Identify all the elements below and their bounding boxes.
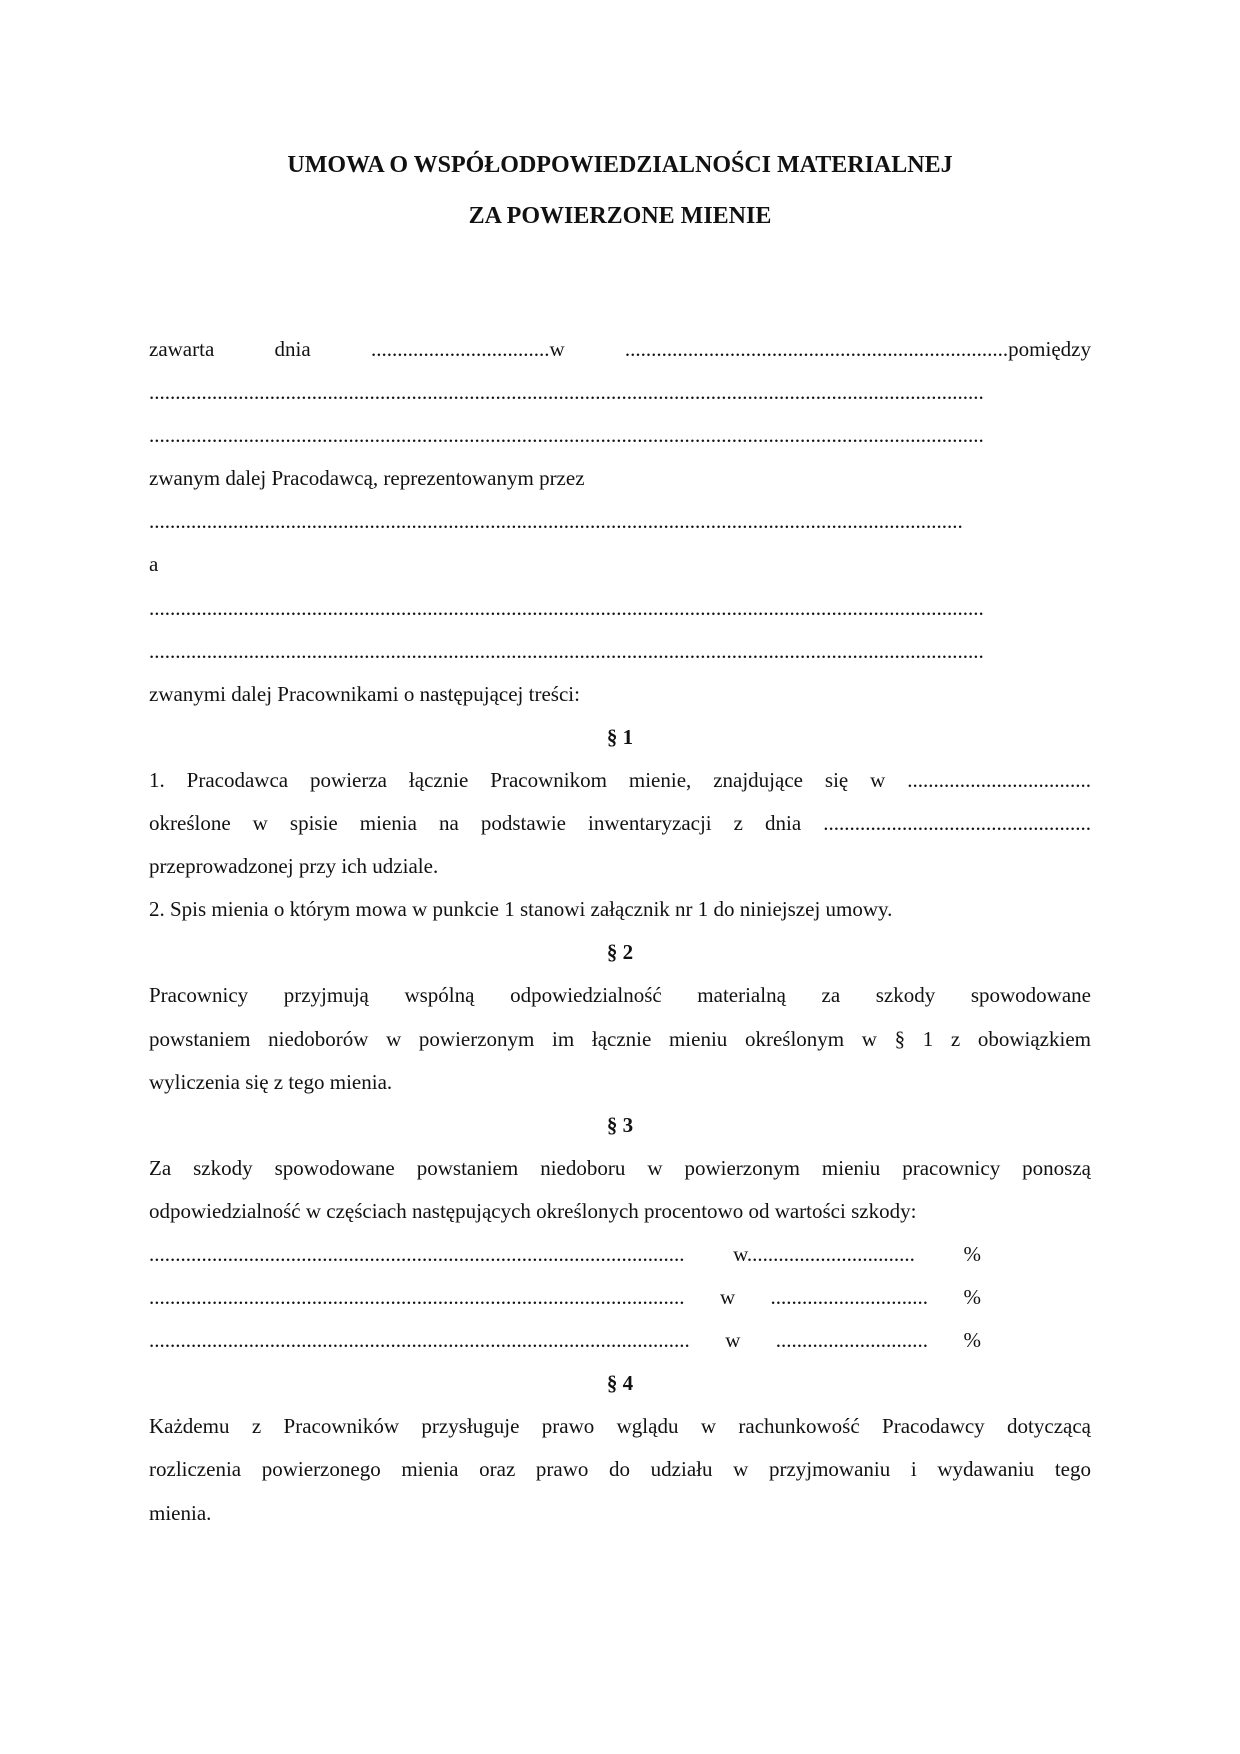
text-line: 1. Pracodawca powierza łącznie Pracownikom mienie, znajdujące się w ................................... [149, 767, 1091, 792]
text-line: a [149, 552, 159, 577]
text-line: rozliczenia powierzonego mienia oraz prawo do udziału w przyjmowaniu i wydawaniu tego [149, 1457, 1091, 1482]
document-title-line-1: UMOWA O WSPÓŁODPOWIEDZIALNOŚCI MATERIALNEJ [287, 152, 953, 178]
text-line: Każdemu z Pracowników przysługuje prawo wglądu w rachunkowość Pracodawcy dotyczącą [149, 1414, 1091, 1439]
document-title-line-2: ZA POWIERZONE MIENIE [468, 203, 772, 229]
text-line: ....................................................................................................... w ............................. % [149, 1328, 981, 1353]
section-heading: § 1 [606, 724, 634, 749]
text-line: Pracownicy przyjmują wspólną odpowiedzialność materialną za szkody spowodowane [149, 983, 1091, 1008]
text-line: ........................................................................................................................................................... [149, 509, 963, 534]
section-heading: § 4 [606, 1371, 634, 1396]
text-line: Za szkody spowodowane powstaniem niedoboru w powierzonym mieniu pracownicy ponoszą [149, 1155, 1091, 1180]
text-line: 2. Spis mienia o którym mowa w punkcie 1 stanowi załącznik nr 1 do niniejszej umowy. [149, 897, 893, 922]
text-line: ...................................................................................................... w................................ % [149, 1241, 981, 1266]
section-heading: § 2 [606, 940, 634, 965]
text-line: ............................................................................................................................................................... [149, 595, 984, 620]
text-line: określone w spisie mienia na podstawie inwentaryzacji z dnia ................................................... [149, 811, 1091, 836]
section-heading: § 3 [606, 1112, 634, 1137]
text-line: zwanymi dalej Pracownikami o następującej treści: [149, 681, 580, 706]
text-line: wyliczenia się z tego mienia. [149, 1069, 393, 1094]
text-line: zwanym dalej Pracodawcą, reprezentowanym przez [149, 466, 585, 491]
text-line: odpowiedzialność w częściach następujących określonych procentowo od wartości szkody: [149, 1198, 917, 1223]
contract-body [149, 328, 1091, 1535]
text-line: ............................................................................................................................................................... [149, 638, 984, 663]
text-line: przeprowadzonej przy ich udziale. [149, 854, 439, 879]
text-line: zawarta dnia ..................................w .........................................................................pomiędzy [149, 337, 1091, 361]
text-line: ...................................................................................................... w .............................. % [149, 1285, 981, 1310]
text-line: powstaniem niedoborów w powierzonym im łącznie mieniu określonym w § 1 z obowiązkiem [149, 1026, 1091, 1051]
text-line: mienia. [149, 1500, 212, 1525]
text-line: ............................................................................................................................................................... [149, 423, 984, 448]
text-line: ............................................................................................................................................................... [149, 380, 984, 405]
